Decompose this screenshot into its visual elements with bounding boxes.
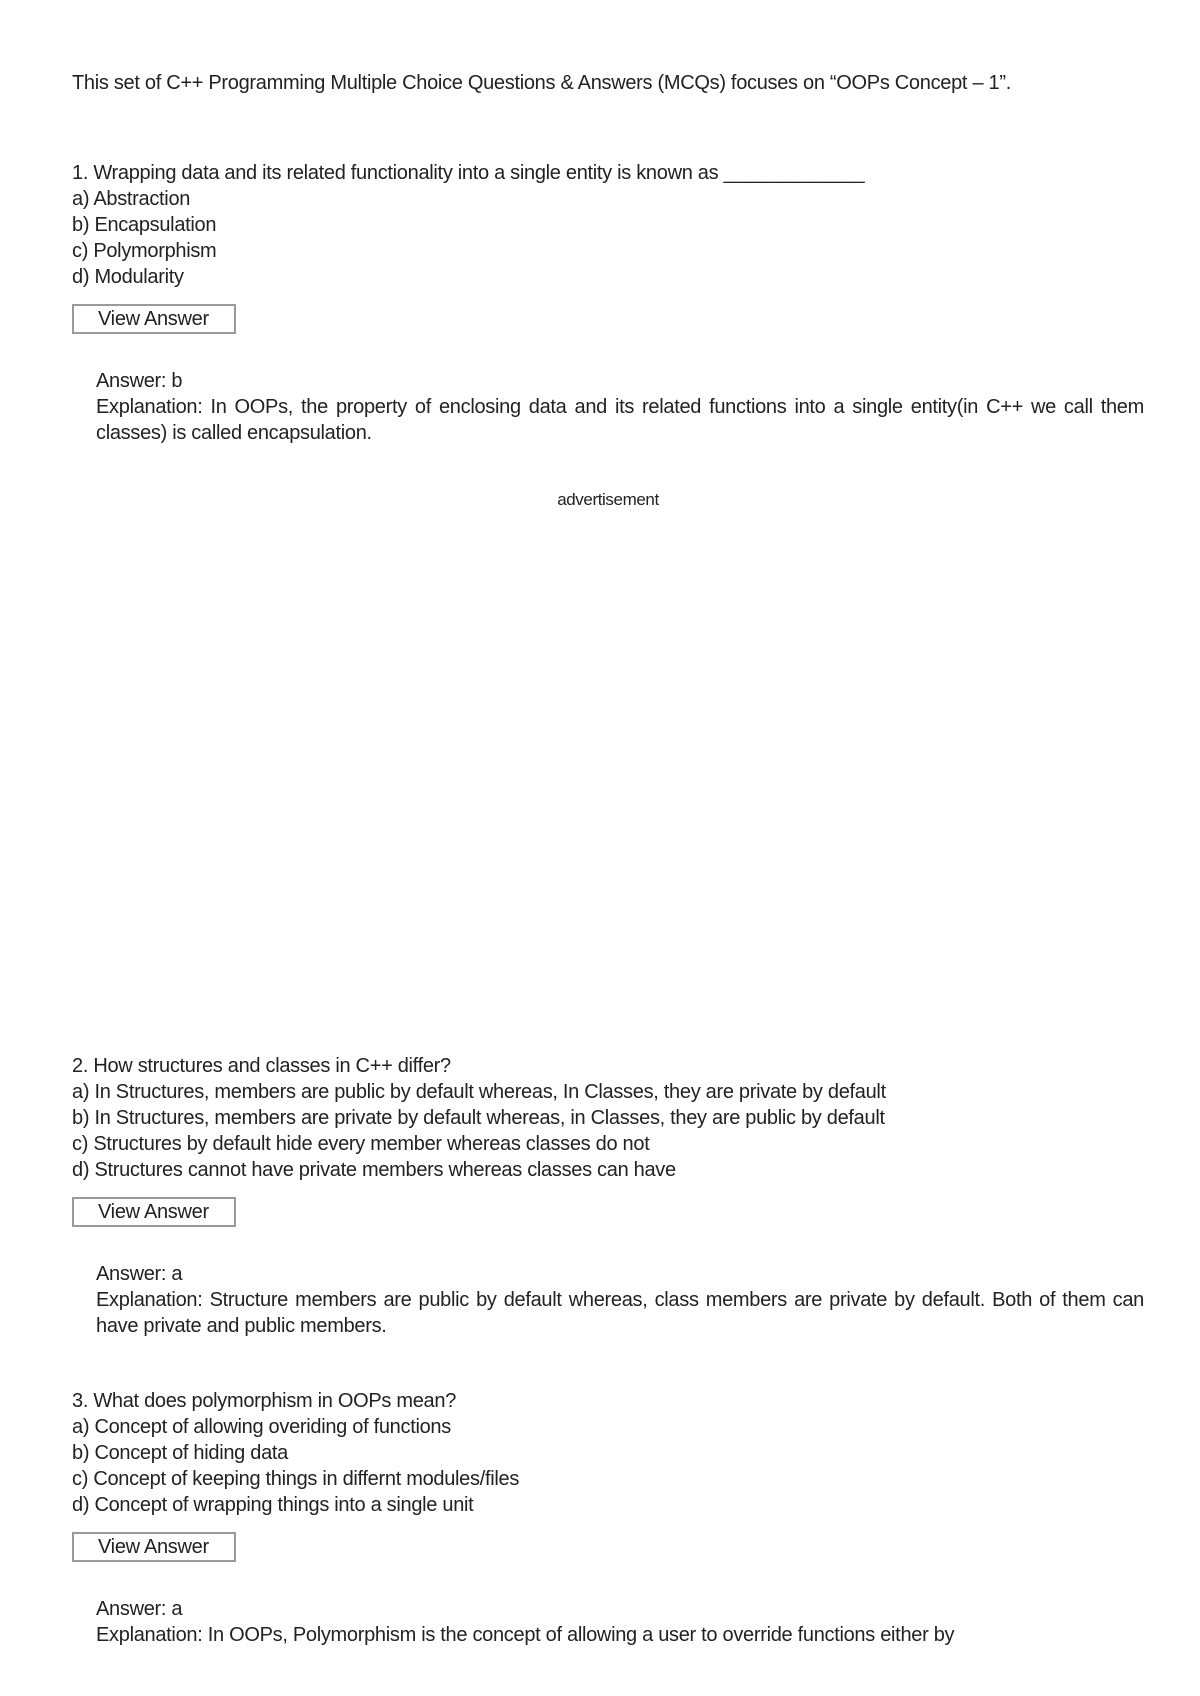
answer-panel <box>96 368 1144 446</box>
option-a: a) In Structures, members are public by default whereas, In Classes, they are private by default <box>72 1081 886 1103</box>
advertisement-label: advertisement <box>557 490 659 509</box>
option-a: a) Concept of allowing overiding of functions <box>72 1416 451 1438</box>
answer-text: Answer: a <box>96 1598 183 1620</box>
page-content <box>72 70 1144 1646</box>
option-b: b) Encapsulation <box>72 214 217 236</box>
question-text: 3. What does polymorphism in OOPs mean? <box>72 1390 457 1412</box>
option-c: c) Structures by default hide every member whereas classes do not <box>72 1133 650 1155</box>
question-1 <box>72 160 1144 446</box>
view-answer-button[interactable]: View Answer <box>72 1197 236 1227</box>
view-answer-button[interactable]: View Answer <box>72 1532 236 1562</box>
answer-panel <box>96 1596 1144 1648</box>
explanation-text: Explanation: Structure members are public by default whereas, class members are private by default. Both of them can have private and public members. <box>96 1289 1144 1337</box>
option-d: d) Modularity <box>72 266 184 288</box>
answer-panel <box>96 1261 1144 1339</box>
option-b: b) Concept of hiding data <box>72 1442 288 1464</box>
explanation-text: Explanation: In OOPs, the property of enclosing data and its related functions into a single entity(in C++ we call them classes) is called encapsulation. <box>96 396 1144 444</box>
option-a: a) Abstraction <box>72 188 191 210</box>
question-text: 1. Wrapping data and its related functionality into a single entity is known as _____________ <box>72 162 865 184</box>
option-c: c) Polymorphism <box>72 240 217 262</box>
intro-text: This set of C++ Programming Multiple Choice Questions & Answers (MCQs) focuses on “OOPs Concept – 1”. <box>72 72 1011 94</box>
option-d: d) Concept of wrapping things into a single unit <box>72 1494 474 1516</box>
question-text: 2. How structures and classes in C++ differ? <box>72 1055 451 1077</box>
question-2 <box>72 1053 1144 1339</box>
explanation-text: Explanation: In OOPs, Polymorphism is the concept of allowing a user to override functions either by <box>96 1624 955 1646</box>
option-c: c) Concept of keeping things in differnt modules/files <box>72 1468 520 1490</box>
option-d: d) Structures cannot have private members whereas classes can have <box>72 1159 676 1181</box>
answer-text: Answer: b <box>96 370 183 392</box>
option-b: b) In Structures, members are private by default whereas, in Classes, they are public by default <box>72 1107 885 1129</box>
answer-text: Answer: a <box>96 1263 183 1285</box>
view-answer-button[interactable]: View Answer <box>72 304 236 334</box>
question-3 <box>72 1388 1144 1648</box>
